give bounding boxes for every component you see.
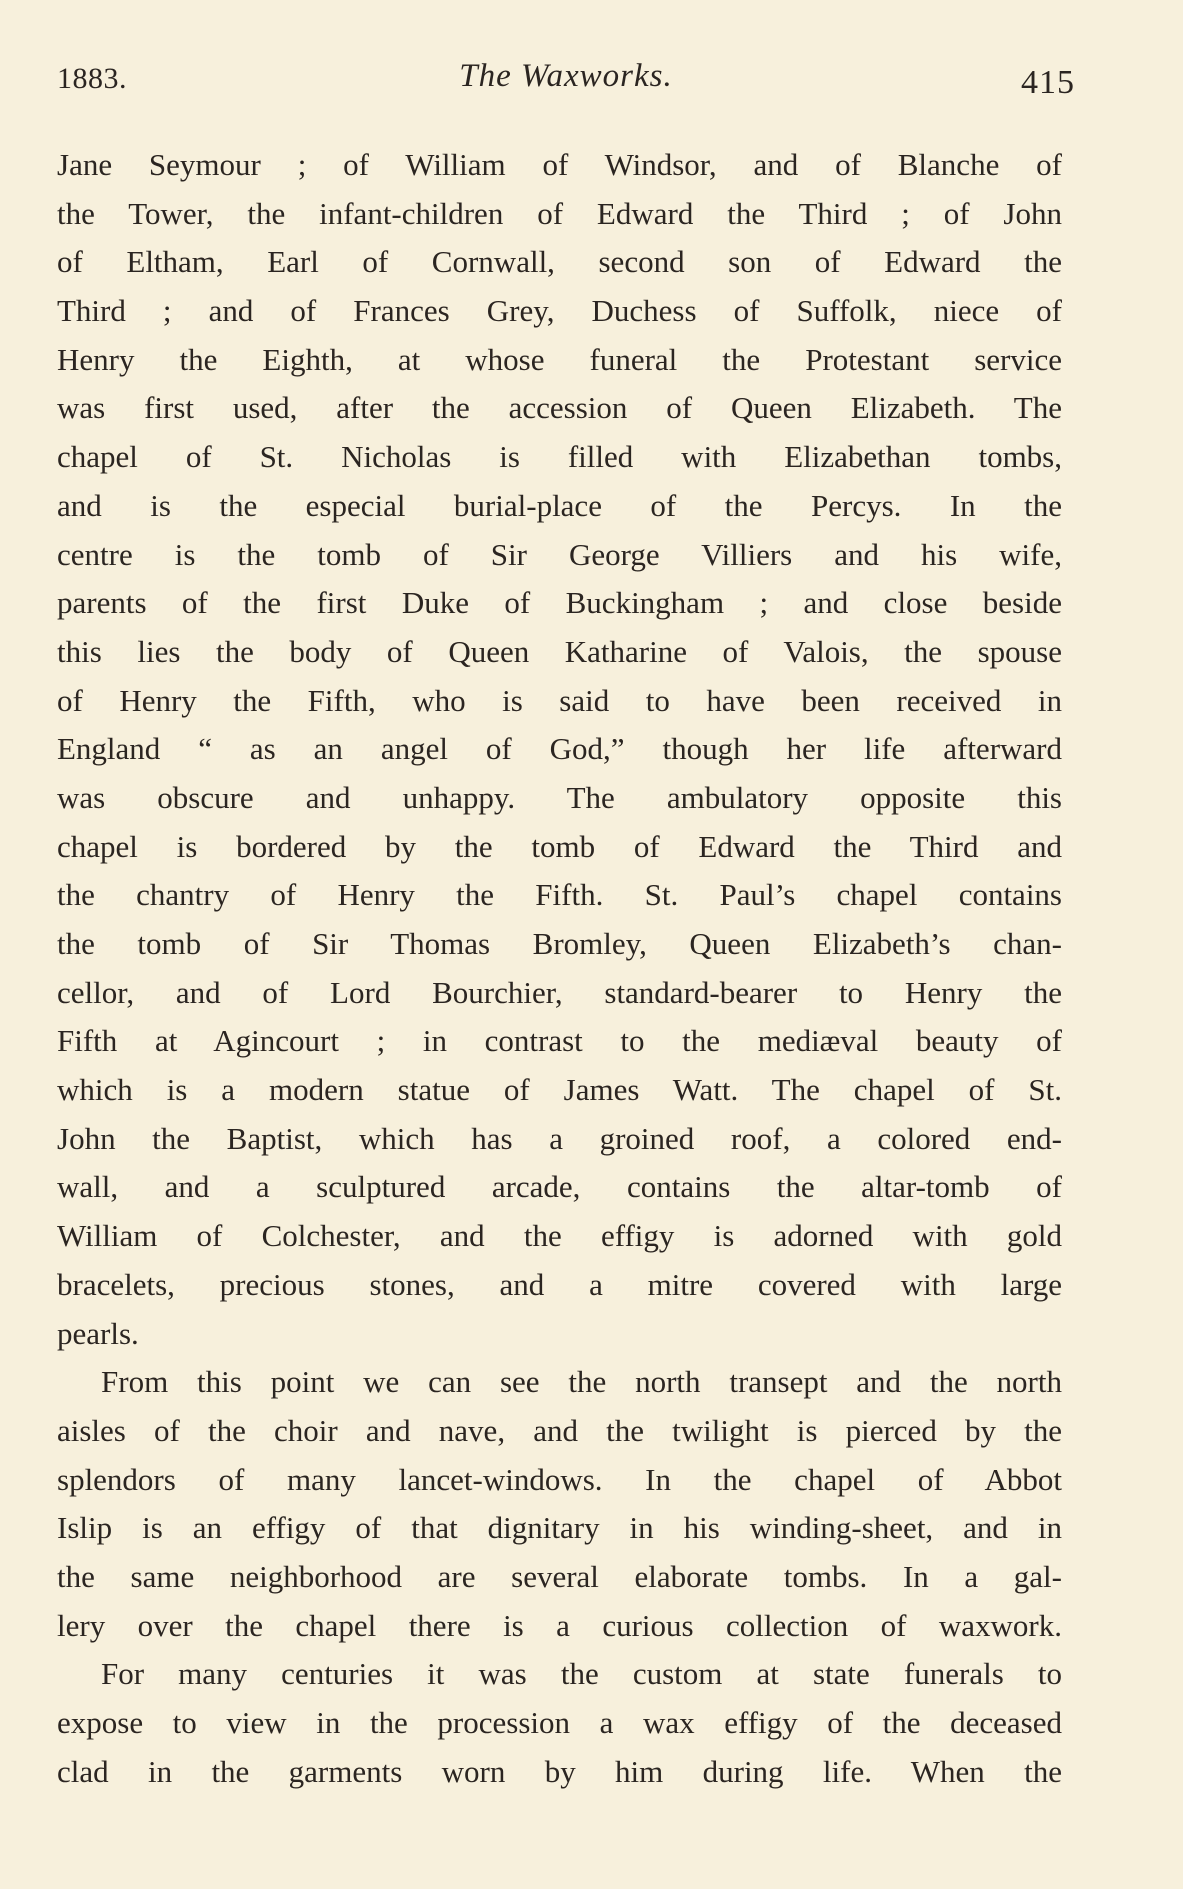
text-line: Third ; and of Frances Grey, Duchess of Suffolk, niece of: [57, 293, 1062, 329]
running-head: [57, 52, 1075, 112]
text-line: clad in the garments worn by him during life. When the: [57, 1753, 1062, 1789]
text-line: Islip is an effigy of that dignitary in his winding-sheet, and in: [57, 1510, 1062, 1546]
text-line: of Eltham, Earl of Cornwall, second son of Edward the: [57, 244, 1062, 280]
text-line: centre is the tomb of Sir George Villiers and his wife,: [57, 536, 1062, 572]
body-text: [57, 141, 1062, 1796]
paragraph-start-line: From this point we can see the north transept and the north: [101, 1364, 1062, 1400]
text-line: splendors of many lancet-windows. In the chapel of Abbot: [57, 1461, 1062, 1497]
text-line: wall, and a sculptured arcade, contains the altar-tomb of: [57, 1169, 1062, 1205]
text-line: was obscure and unhappy. The ambulatory opposite this: [57, 779, 1062, 815]
paragraph-end-line: lery over the chapel there is a curious collection of waxwork.: [57, 1607, 1062, 1643]
text-line: the tomb of Sir Thomas Bromley, Queen Elizabeth’s chan-: [57, 926, 1062, 961]
paragraph-end-line: pearls.: [57, 1315, 139, 1351]
text-line: bracelets, precious stones, and a mitre covered with large: [57, 1266, 1062, 1302]
text-line: Fifth at Agincourt ; in contrast to the mediæval beauty of: [57, 1023, 1062, 1059]
text-line: aisles of the choir and nave, and the twilight is pierced by the: [57, 1412, 1062, 1448]
text-line: of Henry the Fifth, who is said to have been received in: [57, 682, 1062, 718]
text-line: this lies the body of Queen Katharine of Valois, the spouse: [57, 633, 1062, 669]
text-line: was first used, after the accession of Queen Elizabeth. The: [57, 390, 1062, 426]
text-line: England “ as an angel of God,” though her life afterward: [57, 731, 1062, 767]
text-line: Jane Seymour ; of William of Windsor, and of Blanche of: [57, 147, 1062, 182]
paragraph-start-line: For many centuries it was the custom at state funerals to: [101, 1656, 1062, 1692]
text-line: chapel of St. Nicholas is filled with Elizabethan tombs,: [57, 439, 1062, 475]
text-line: Henry the Eighth, at whose funeral the Protestant service: [57, 341, 1062, 377]
text-line: the same neighborhood are several elaborate tombs. In a gal-: [57, 1558, 1062, 1594]
text-line: William of Colchester, and the effigy is adorned with gold: [57, 1218, 1062, 1254]
header-year: 1883.: [57, 62, 127, 95]
text-line: chapel is bordered by the tomb of Edward the Third and: [57, 828, 1062, 864]
text-line: which is a modern statue of James Watt. The chapel of St.: [57, 1072, 1062, 1108]
header-title: The Waxworks.: [459, 58, 673, 94]
text-line: the chantry of Henry the Fifth. St. Paul’s chapel contains: [57, 877, 1062, 913]
text-line: cellor, and of Lord Bourchier, standard-bearer to Henry the: [57, 974, 1062, 1010]
page-number: 415: [1021, 64, 1075, 101]
text-line: the Tower, the infant-children of Edward the Third ; of John: [57, 195, 1062, 231]
text-line: parents of the first Duke of Buckingham ; and close beside: [57, 585, 1062, 621]
text-line: expose to view in the procession a wax effigy of the deceased: [57, 1705, 1062, 1740]
text-line: and is the especial burial-place of the Percys. In the: [57, 487, 1062, 523]
text-line: John the Baptist, which has a groined roof, a colored end-: [57, 1120, 1062, 1156]
